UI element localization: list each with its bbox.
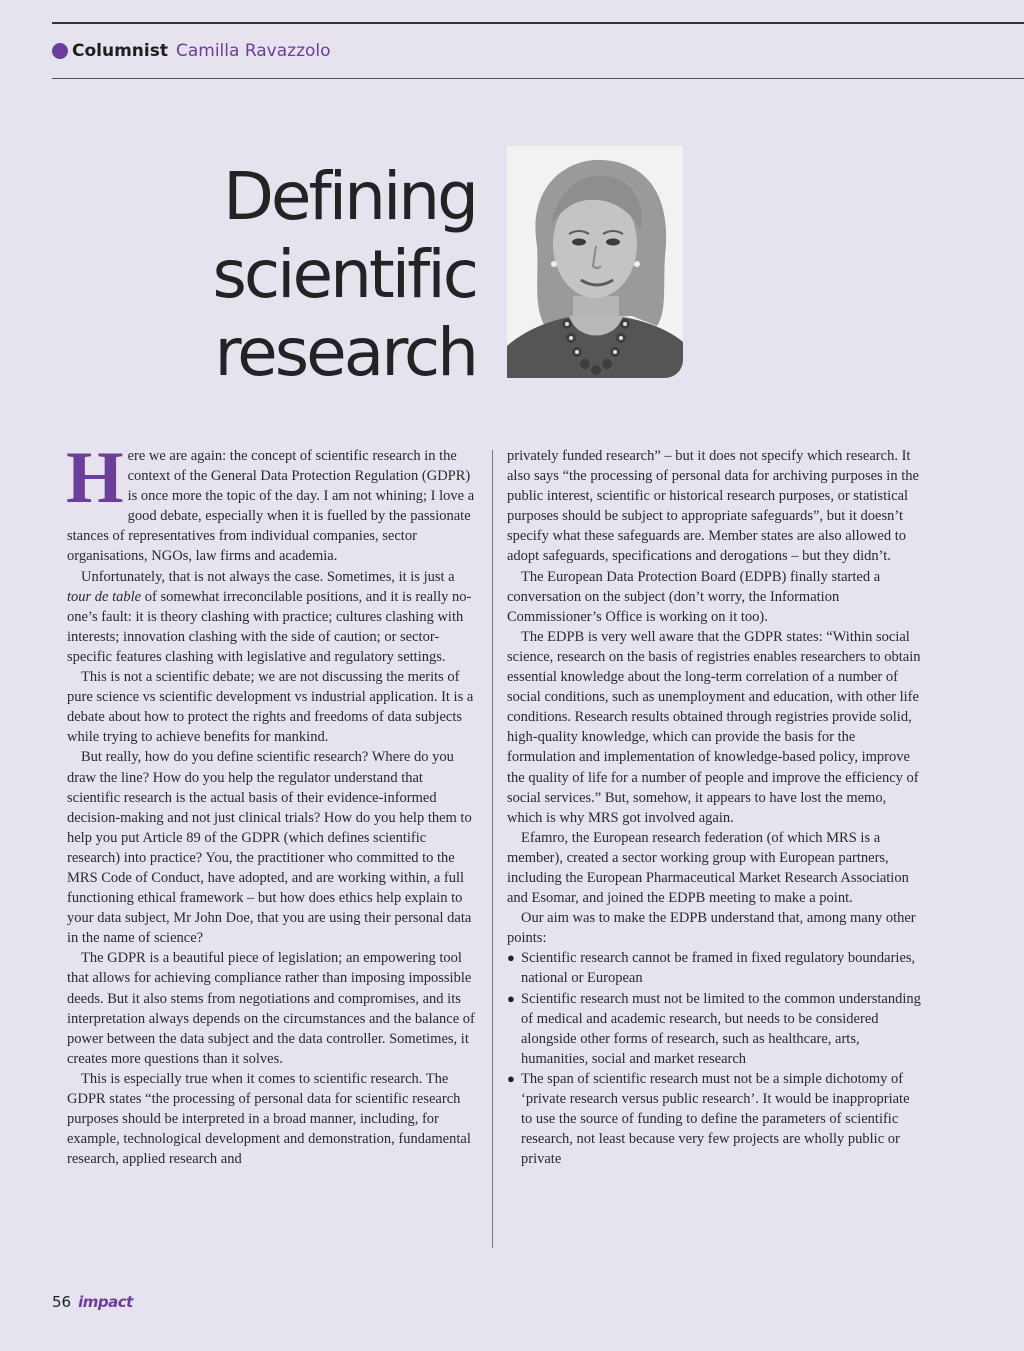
magazine-logo: impact	[78, 1293, 133, 1311]
paragraph: Our aim was to make the EDPB understand that, among many other points:	[507, 910, 916, 947]
header-rule	[52, 78, 1024, 79]
column-header	[52, 38, 331, 64]
title-line: research	[214, 314, 476, 391]
page-number: 56	[52, 1293, 72, 1311]
list-item: ● Scientific research must not be limited to the common understanding of medical and academic research, but needs to be considered alongside other forms of research, such as healthcare, arts, humanities, social and market research	[507, 989, 923, 1069]
page-footer	[52, 1293, 133, 1311]
paragraph-text: of somewhat irreconcilable positions, and it is really no-one’s fault: it is theory clashing with practice; cultures clashing with interests; innovation clashing with the side of caution; or sector-specific features clashing with legislative and regulatory settings.	[67, 588, 472, 665]
paragraph-text: ere we are again: the concept of scientific research in the context of the General Data Protection Regulation (GDPR) is once more the topic of the day. I am not whining; I love a good debate, especially when it is fuelled by the passionate stances of representatives from individual companies, sector organisations, NGOs, law firms and academia.	[67, 448, 475, 565]
title-line: scientific	[212, 236, 476, 313]
paragraph	[67, 567, 479, 667]
paragraph: The GDPR is a beautiful piece of legislation; an empowering tool that allows for achieving compliance rather than imposing impossible deeds. But it also stems from negotiations and compromises, and its interpretation always depends on the circumstances and the balance of power between the data subject and the data controller. Sometimes, it creates more questions than it solves.	[67, 950, 475, 1067]
author-photo	[507, 146, 683, 378]
columnist-label: Columnist	[72, 41, 168, 61]
bullet-dot-icon	[52, 43, 68, 59]
article-column-left	[66, 437, 479, 1169]
list-item: ● The span of scientific research must not be a simple dichotomy of ‘private research versus public research’. It would be inappropriate to use the source of funding to define the parameters of scientific research, not least because very few projects are wholly public or private	[507, 1069, 923, 1169]
columnist-name: Camilla Ravazzolo	[175, 41, 331, 61]
paragraph-text: Unfortunately, that is not always the case. Sometimes, it is just a	[81, 568, 455, 585]
paragraph: This is not a scientific debate; we are not discussing the merits of pure science vs scientific development vs industrial application. It is a debate about how to protect the rights and freedoms of data subjects while trying to achieve benefits for mankind.	[67, 669, 474, 746]
list-item: ● Scientific research cannot be framed in fixed regulatory boundaries, national or European	[507, 948, 923, 988]
title-line: Defining	[223, 158, 476, 235]
top-rule	[52, 22, 1024, 24]
paragraph: privately funded research” – but it does not specify which research. It also says “the processing of personal data for archiving purposes in the public interest, scientific or historical research purposes, or statistical purposes should be subject to appropriate safeguards”, but it doesn’t specify what these safeguards are. Member states are also allowed to adopt safeguards, specifications and derogations – but they didn’t.	[507, 448, 919, 565]
paragraph: The European Data Protection Board (EDPB) finally started a conversation on the subject (don’t worry, the Information Commissioner’s Office is working on it too).	[507, 568, 881, 625]
paragraph: But really, how do you define scientific research? Where do you draw the line? How do you help the regulator understand that scientific research is the actual basis of their evidence-informed decision-making and not just clinical trials? How do you help them to help you put Article 89 of the GDPR (which defines scientific research) into practice? You, the practitioner who committed to the MRS Code of Conduct, have adopted, and are working within, a full functioning ethical framework – but how does ethics help explain to your data subject, Mr John Doe, that you are using their personal data in the name of science?	[67, 749, 472, 947]
paragraph: The EDPB is very well aware that the GDPR states: “Within social science, research on the basis of registries enables researchers to obtain essential knowledge about the long-term correlation of a number of social conditions, such as unemployment and education, with other life conditions. Research results obtained through registries provide solid, high-quality knowledge, which can provide the basis for the formulation and implementation of knowledge-based policy, improve the quality of life for a number of people and improve the efficiency of social services.” But, somehow, it appears to have lost the memo, which is why MRS got involved again.	[507, 628, 921, 826]
italic-phrase: tour de table	[67, 588, 142, 605]
paragraph	[66, 437, 479, 567]
portrait-image	[507, 146, 683, 378]
column-divider	[492, 450, 493, 1248]
bullet-list	[507, 948, 923, 1169]
drop-cap: H	[66, 437, 124, 519]
article-title	[212, 158, 476, 392]
article-column-right	[507, 446, 923, 1169]
paragraph: This is especially true when it comes to scientific research. The GDPR states “the processing of personal data for scientific research purposes should be interpreted in a broad manner, including, for example, technological development and demonstration, fundamental research, applied research and	[67, 1070, 471, 1168]
paragraph: Efamro, the European research federation (of which MRS is a member), created a sector working group with European partners, including the European Pharmaceutical Market Research Association and Esomar, and joined the EDPB meeting to make a point.	[507, 829, 909, 907]
